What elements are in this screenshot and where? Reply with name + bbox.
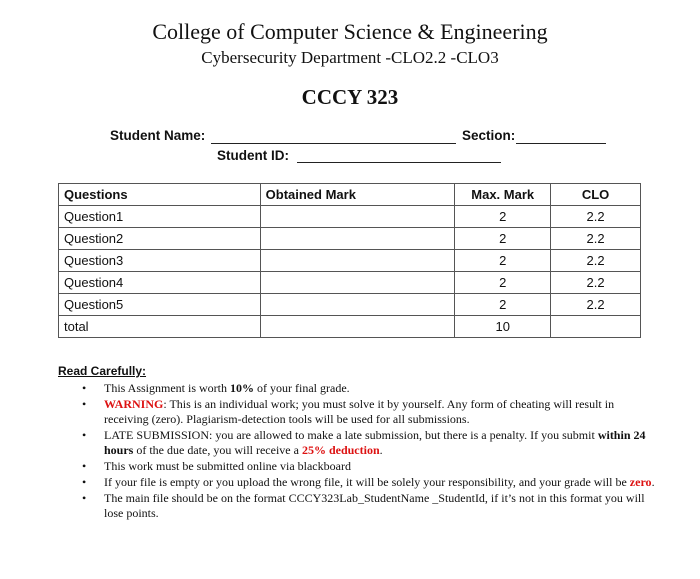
table-row	[59, 206, 641, 228]
obtained-mark-cell	[260, 294, 455, 316]
header-questions: Questions	[59, 184, 261, 206]
clo-cell: 2.2	[551, 206, 641, 228]
bullet-icon: •	[82, 475, 87, 489]
table-row	[59, 272, 641, 294]
max-mark-cell: 10	[455, 316, 551, 338]
bullet-icon: •	[82, 381, 87, 395]
section-label: Section:	[462, 128, 516, 143]
table-row	[59, 294, 641, 316]
question-cell: Question4	[59, 272, 261, 294]
question-cell: total	[59, 316, 261, 338]
max-mark-cell: 2	[455, 294, 551, 316]
student-id-label: Student ID:	[217, 148, 289, 163]
document-header	[0, 18, 700, 110]
student-id-blank	[297, 162, 501, 163]
list-item: • LATE SUBMISSION: you are allowed to make a late submission, but there is a penalty. If you submit within 24 hours of the due date, you will receive a 25% deduction.	[82, 428, 646, 457]
bullet-icon: •	[82, 428, 87, 442]
clo-cell: 2.2	[551, 272, 641, 294]
list-item: • This work must be submitted online via blackboard	[82, 459, 351, 473]
table-row-total	[59, 316, 641, 338]
question-cell: Question3	[59, 250, 261, 272]
list-item: • If your file is empty or you upload the wrong file, it will be solely your responsibility, and your grade will be zero.	[82, 475, 655, 489]
list-item: • WARNING: This is an individual work; you must solve it by yourself. Any form of cheating will result in receiving (zero). Plagiarism-detection tools will be used for all submissions.	[82, 397, 615, 426]
bullet-icon: •	[82, 397, 87, 411]
max-mark-cell: 2	[455, 250, 551, 272]
zero-highlight: zero	[629, 475, 652, 489]
instruction-list	[58, 381, 658, 521]
table-row	[59, 250, 641, 272]
student-name-blank	[211, 143, 456, 144]
list-item: • The main file should be on the format CCCY323Lab_StudentName _StudentId, if it’s not in this format you will lose points.	[82, 491, 645, 520]
max-mark-cell: 2	[455, 272, 551, 294]
bullet-icon: •	[82, 459, 87, 473]
department-title: Cybersecurity Department -CLO2.2 -CLO3	[201, 48, 499, 67]
obtained-mark-cell	[260, 250, 455, 272]
marks-table	[58, 183, 641, 338]
table-row	[59, 228, 641, 250]
obtained-mark-cell	[260, 206, 455, 228]
question-cell: Question2	[59, 228, 261, 250]
header-clo: CLO	[551, 184, 641, 206]
header-max-mark: Max. Mark	[455, 184, 551, 206]
student-name-label: Student Name:	[110, 128, 206, 143]
question-cell: Question5	[59, 294, 261, 316]
max-mark-cell: 2	[455, 228, 551, 250]
read-carefully-heading: Read Carefully:	[58, 364, 147, 378]
clo-cell: 2.2	[551, 294, 641, 316]
question-cell: Question1	[59, 206, 261, 228]
course-code: CCCY 323	[301, 85, 399, 109]
deduction-highlight: 25% deduction	[301, 443, 380, 457]
header-obtained-mark: Obtained Mark	[260, 184, 455, 206]
clo-cell	[551, 316, 641, 338]
clo-cell: 2.2	[551, 228, 641, 250]
bullet-icon: •	[82, 491, 87, 505]
table-header-row	[59, 184, 641, 206]
instructions	[58, 364, 658, 522]
college-title: College of Computer Science & Engineering	[152, 19, 548, 44]
list-item: • This Assignment is worth 10% of your final grade.	[82, 381, 350, 395]
obtained-mark-cell	[260, 316, 455, 338]
obtained-mark-cell	[260, 228, 455, 250]
section-blank	[516, 143, 606, 144]
max-mark-cell: 2	[455, 206, 551, 228]
warning-label: WARNING	[104, 397, 164, 411]
obtained-mark-cell	[260, 272, 455, 294]
clo-cell: 2.2	[551, 250, 641, 272]
